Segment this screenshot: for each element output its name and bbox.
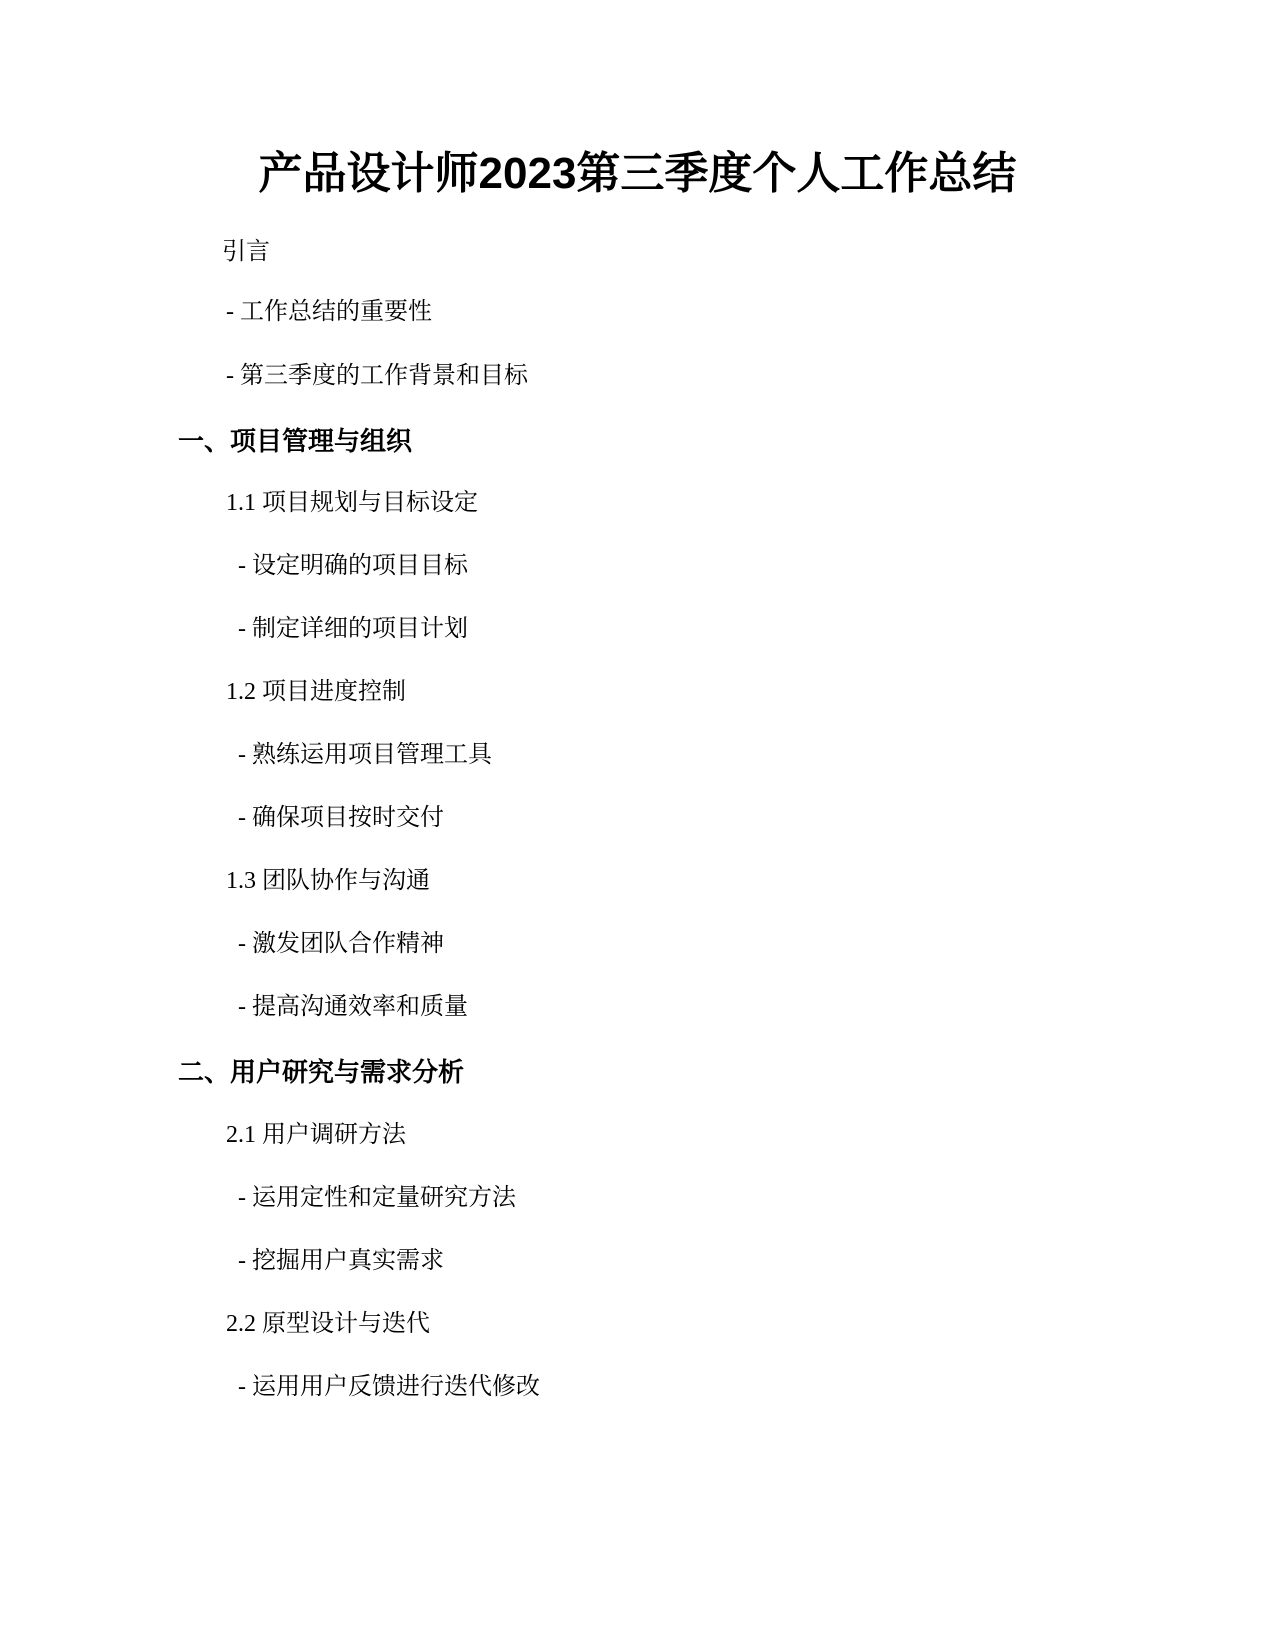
list-item: - 运用用户反馈进行迭代修改 [238, 1374, 540, 1400]
section-heading: 一、项目管理与组织 [178, 426, 413, 456]
list-item: - 提高沟通效率和质量 [238, 994, 468, 1020]
list-item: - 设定明确的项目目标 [238, 553, 468, 579]
list-item: - 挖掘用户真实需求 [238, 1248, 444, 1274]
document-title: 产品设计师2023第三季度个人工作总结 [258, 149, 1017, 198]
subsection-title: 2.1 用户调研方法 [226, 1122, 406, 1148]
subsection-title: 2.2 原型设计与迭代 [226, 1311, 430, 1337]
list-item: - 运用定性和定量研究方法 [238, 1185, 516, 1211]
section-heading: 二、用户研究与需求分析 [178, 1057, 465, 1087]
list-item: - 激发团队合作精神 [238, 931, 444, 957]
intro-item: - 第三季度的工作背景和目标 [226, 363, 528, 389]
subsection-title: 1.1 项目规划与目标设定 [226, 490, 478, 516]
list-item: - 制定详细的项目计划 [238, 616, 468, 642]
intro-item: - 工作总结的重要性 [226, 299, 432, 325]
subsection-title: 1.3 团队协作与沟通 [226, 868, 430, 894]
intro-heading: 引言 [222, 239, 270, 265]
list-item: - 熟练运用项目管理工具 [238, 742, 492, 768]
subsection-title: 1.2 项目进度控制 [226, 679, 406, 705]
list-item: - 确保项目按时交付 [238, 805, 444, 831]
